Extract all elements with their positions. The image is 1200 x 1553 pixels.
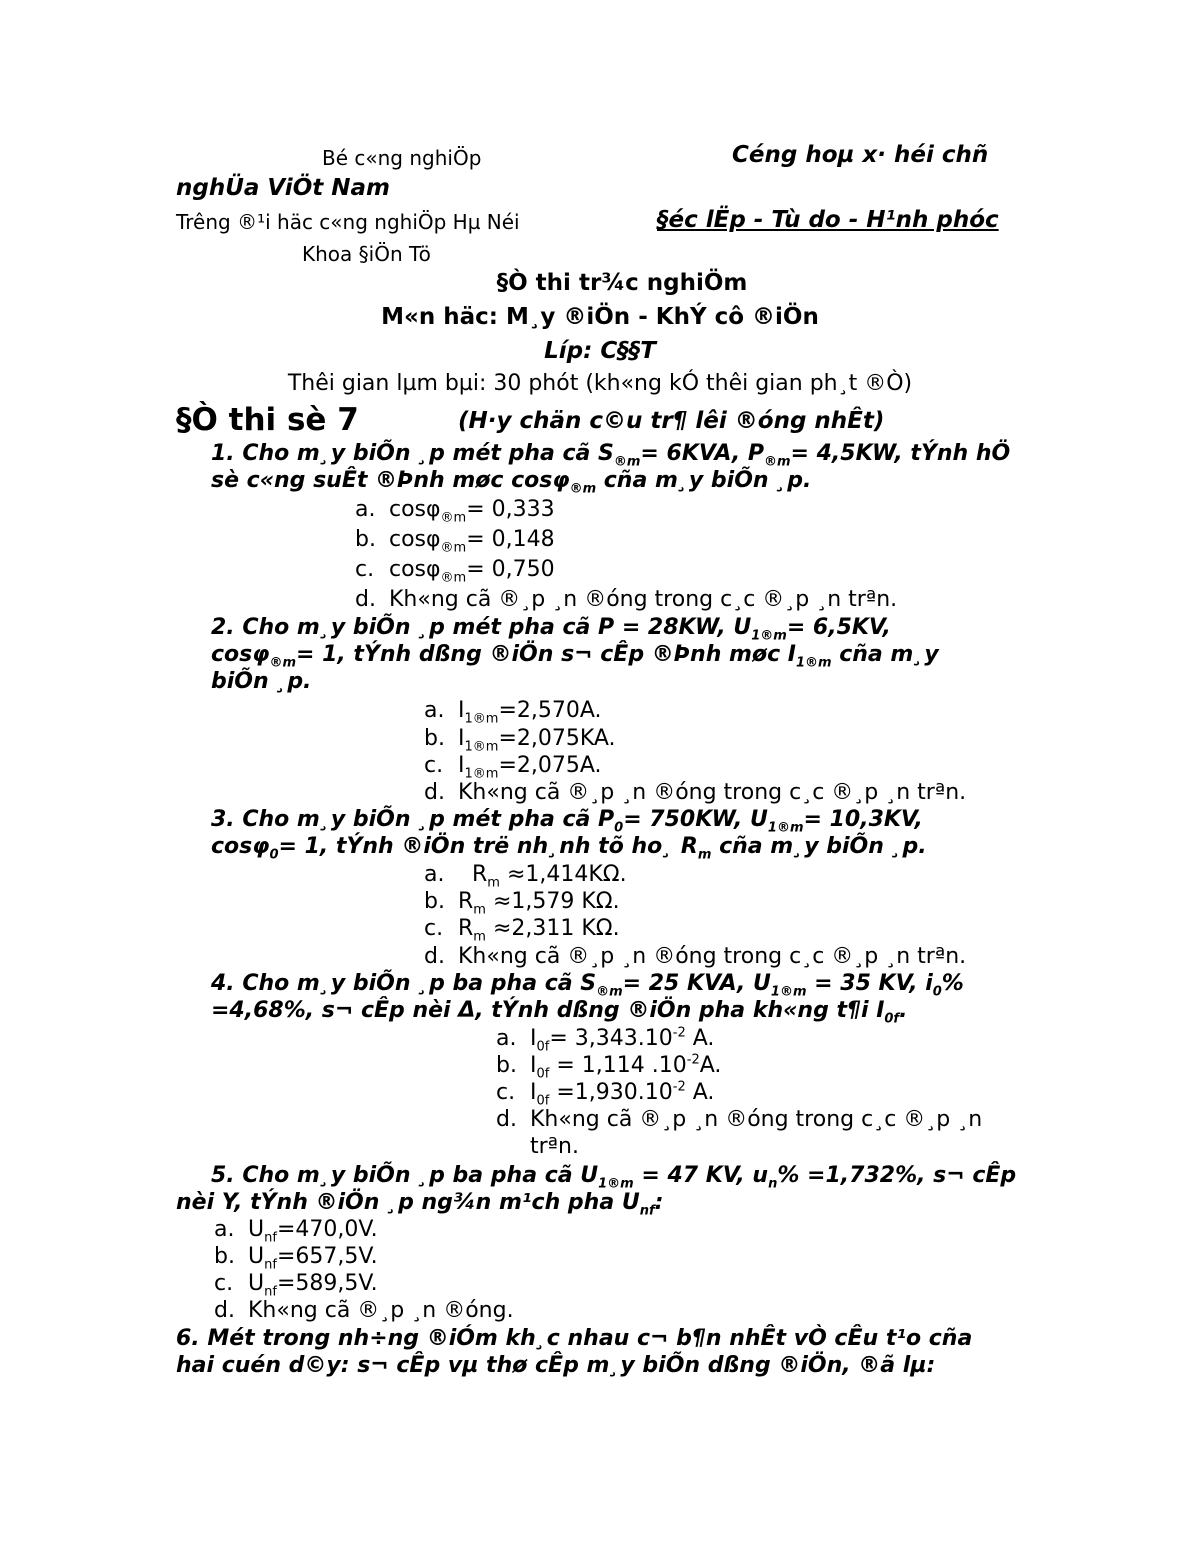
option-1d[interactable]: d. Kh«ng cã ®¸p ¸n ®óng trong c¸c ®¸p ¸n trªn. xyxy=(355,587,898,612)
republic-name-line2: nghÜa ViÖt Nam xyxy=(176,175,390,201)
question-6: 6. Mét trong nh÷ng ®iÓm kh¸c nhau c¬ b¶n nhÊt vÒ cÊu t¹o cña hai cuén d©y: s¬ cÊp vµ thø cÊp m¸y biÕn dßng ®iÖn, ®ã lµ: xyxy=(176,1326,973,1378)
option-1c[interactable]: c. cosφ$_{®m}$= 0,750 xyxy=(355,557,555,586)
option-2b[interactable]: b. $I_{1®m}=2,075KA$. xyxy=(424,726,616,755)
question-4: 4. Cho m¸y biÕn ¸p ba pha cã $S_{®m}= 25$ KVA, $U_{1®m} = 35$ KV, $i_0\% =4,68\%$, s¬ cÊp nèi Δ, tÝnh dßng ®iÖn pha kh«ng t¶i $I_{0f}$. xyxy=(211,971,964,1027)
faculty-name: Khoa §iÖn Tö xyxy=(302,242,431,266)
option-4b[interactable]: b. $I_{0f} = 1,114$ $.10^{-2}A$. xyxy=(496,1052,722,1082)
school-name: Trêng ®¹i häc c«ng nghiÖp Hµ Néi xyxy=(176,210,520,234)
option-5b[interactable]: b. $U_{nf}=657,5V$. xyxy=(214,1244,378,1273)
exam-number: §Ò thi sè 7 xyxy=(176,402,359,438)
question-2: 2. Cho m¸y biÕn ¸p mét pha cã P = 28KW, $U_{1®m}= 6,5KV$, cosφ$_{®m}$= 1, tÝnh dßng ®iÖn s¬ cÊp ®Þnh møc $I_{1®m}$ cña m¸y biÕn ¸p. xyxy=(211,615,939,694)
option-5d[interactable]: d. Kh«ng cã ®¸p ¸n ®óng. xyxy=(214,1298,514,1323)
option-3b[interactable]: b. $R_m \approx 1,579$ KΩ. xyxy=(424,889,620,918)
exam-title: §Ò thi tr¾c nghiÖm xyxy=(496,270,748,296)
option-2a[interactable]: a. $I_{1®m}=2,570A$. xyxy=(424,698,602,727)
time-line: Thêi gian lµm bµi: 30 phót (kh«ng kÓ thêi gian ph¸t ®Ò) xyxy=(287,371,913,396)
option-3a[interactable]: a. $R_m \approx 1,414K\Omega$. xyxy=(424,862,627,891)
option-4d[interactable]: d. Kh«ng cã ®¸p ¸n ®óng trong c¸c ®¸p ¸n trªn. xyxy=(496,1107,983,1159)
option-5c[interactable]: c. $U_{nf}=589,5V$. xyxy=(214,1271,378,1300)
question-1: 1. Cho m¸y biÕn ¸p mét pha cã $S_{®m}= 6KVA$, $P_{®m}= 4,5KW$, tÝnh hÖ sè c«ng suÊt ®Þnh møc cosφ$_{®m}$ cña m¸y biÕn ¸p. xyxy=(211,441,1011,497)
option-2c[interactable]: c. $I_{1®m}=2,075A$. xyxy=(424,753,602,782)
republic-name-line1: Céng hoµ x· héi chñ xyxy=(732,142,989,168)
ministry-name: Bé c«ng nghiÖp xyxy=(322,146,482,170)
question-3: 3. Cho m¸y biÕn ¸p mét pha cã $P_0= 750KW$, $U_{1®m}= 10,3KV$, cosφ$_0$= 1, tÝnh ®iÖn trë nh¸nh tõ ho¸ $R_m$ cña m¸y biÕn ¸p. xyxy=(211,807,927,863)
subject-line: M«n häc: M¸y ®iÖn - KhÝ cô ®iÖn xyxy=(381,304,819,330)
class-line: Líp: C§§T xyxy=(544,338,656,364)
option-2d[interactable]: d. Kh«ng cã ®¸p ¸n ®óng trong c¸c ®¸p ¸n trªn. xyxy=(424,780,967,805)
option-3c[interactable]: c. $R_m \approx 2,311$ KΩ. xyxy=(424,916,620,945)
national-motto: §éc lËp - Tù do - H¹nh phóc xyxy=(657,207,999,233)
exam-instruction: (H·y chän c©u tr¶ lêi ®óng nhÊt) xyxy=(458,408,885,434)
option-4c[interactable]: c. $I_{0f} =1,930.10^{-2}$ A. xyxy=(496,1079,715,1109)
option-4a[interactable]: a. $I_{0f}= 3,343.10^{-2}$ A. xyxy=(496,1025,715,1055)
option-5a[interactable]: a. $U_{nf}=470,0V$. xyxy=(214,1217,378,1246)
option-1a[interactable]: a. cosφ$_{®m}$= 0,333 xyxy=(355,497,555,526)
question-5: 5. Cho m¸y biÕn ¸p ba pha cã $U_{1®m} = 47$ KV, $u_n\% =1,732\%$, s¬ cÊp nèi Y, tÝnh ®iÖn ¸p ng¾n m¹ch pha $U_{nf}$: xyxy=(176,1163,1017,1219)
option-1b[interactable]: b. cosφ$_{®m}$= 0,148 xyxy=(355,527,555,556)
option-3d[interactable]: d. Kh«ng cã ®¸p ¸n ®óng trong c¸c ®¸p ¸n trªn. xyxy=(424,944,967,969)
